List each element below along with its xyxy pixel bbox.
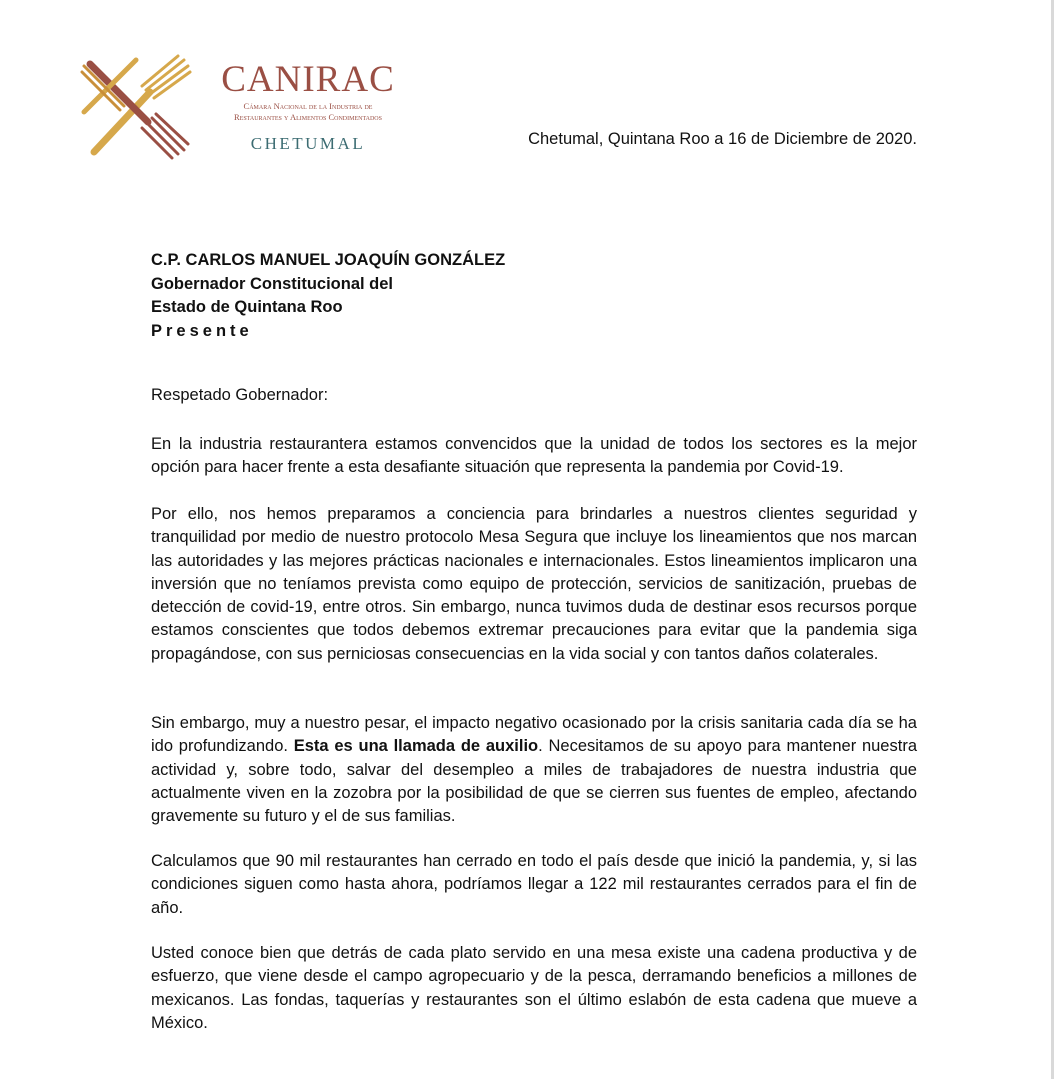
paragraph-3-end: . Necesitamos de su apoyo para mantener nuestra actividad y, sobre todo, salvar del desempleo a miles de trabajadores de nuestra industria que actualmente viven en la zozobra por la posibilidad de que se cierren sus fuentes de empleo, afectando gravemente su futuro y el de sus familias. (151, 737, 917, 826)
paragraph-1-text: En la industria restaurantera estamos convencidos que la unidad de todos los sectores es la mejor opción para hacer frente a esta desafiante situación que representa la pandemia por Covid-19. (151, 435, 917, 477)
paragraph-2-text: Por ello, nos hemos preparamos a conciencia para brindarles a nuestros clientes seguridad y tranquilidad por medio de nuestro protocolo Mesa Segura que incluye los lineamientos que nos marcan las autoridades y las mejores prácticas nacionales e internacionales. Estos lineamientos implicaron una inversión que no teníamos prevista como equipo de protección, servicios de sanitización, pruebas de detección de covid-19, entre otros. Sin embargo, nunca tuvimos duda de destinar esos recursos porque estamos conscientes que todos debemos extremar precauciones para evitar que la pandemia siga propagándose, con sus perniciosas consecuencias en la vida social y con tantos daños colaterales. (151, 505, 917, 663)
dateline: Chetumal, Quintana Roo a 16 de Diciembre de 2020. (528, 130, 917, 148)
brand-subtitle-line1: Cámara Nacional de la Industria de (243, 101, 373, 111)
addressee-presente: Presente (151, 321, 253, 340)
paragraph-4-text: Calculamos que 90 mil restaurantes han cerrado en todo el país desde que inició la pandemia, y, si las condiciones siguen como hasta ahora, podríamos llegar a 122 mil restaurantes cerrados para el fin de año. (151, 852, 917, 917)
salutation: Respetado Gobernador: (151, 386, 329, 404)
brand-block (200, 60, 416, 154)
brand-city: CHETUMAL (250, 134, 366, 153)
paragraph-3-start: Sin embargo, muy a nuestro pesar, el impacto negativo ocasionado por la crisis sanitaria cada día se ha ido profundizando. (151, 714, 917, 756)
addressee-title-line2: Estado de Quintana Roo (151, 298, 343, 316)
paragraph-5 (151, 942, 917, 1035)
paragraph-4 (151, 850, 917, 920)
brand-name: CANIRAC (221, 59, 395, 100)
crossed-forks-icon (80, 52, 192, 162)
addressee-title-line1: Gobernador Constitucional del (151, 274, 394, 293)
addressee-block (151, 249, 505, 343)
brand-subtitle-line2: Restaurantes y Alimentos Condimentados (234, 112, 382, 122)
addressee-name: C.P. CARLOS MANUEL JOAQUÍN GONZÁLEZ (151, 251, 506, 269)
paragraph-2 (151, 503, 917, 666)
paragraph-3-emphasis: Esta es una llamada de auxilio (293, 737, 539, 756)
paragraph-1 (151, 433, 917, 480)
paragraph-3-text (151, 712, 917, 828)
paragraph-5-text: Usted conoce bien que detrás de cada plato servido en una mesa existe una cadena productiva y de esfuerzo, que viene desde el campo agropecuario y de la pesca, derramando beneficios a millones de mexicanos. Las fondas, taquerías y restaurantes son el último eslabón de esta cadena que mueve a México. (151, 944, 917, 1032)
paragraph-3 (151, 712, 917, 828)
